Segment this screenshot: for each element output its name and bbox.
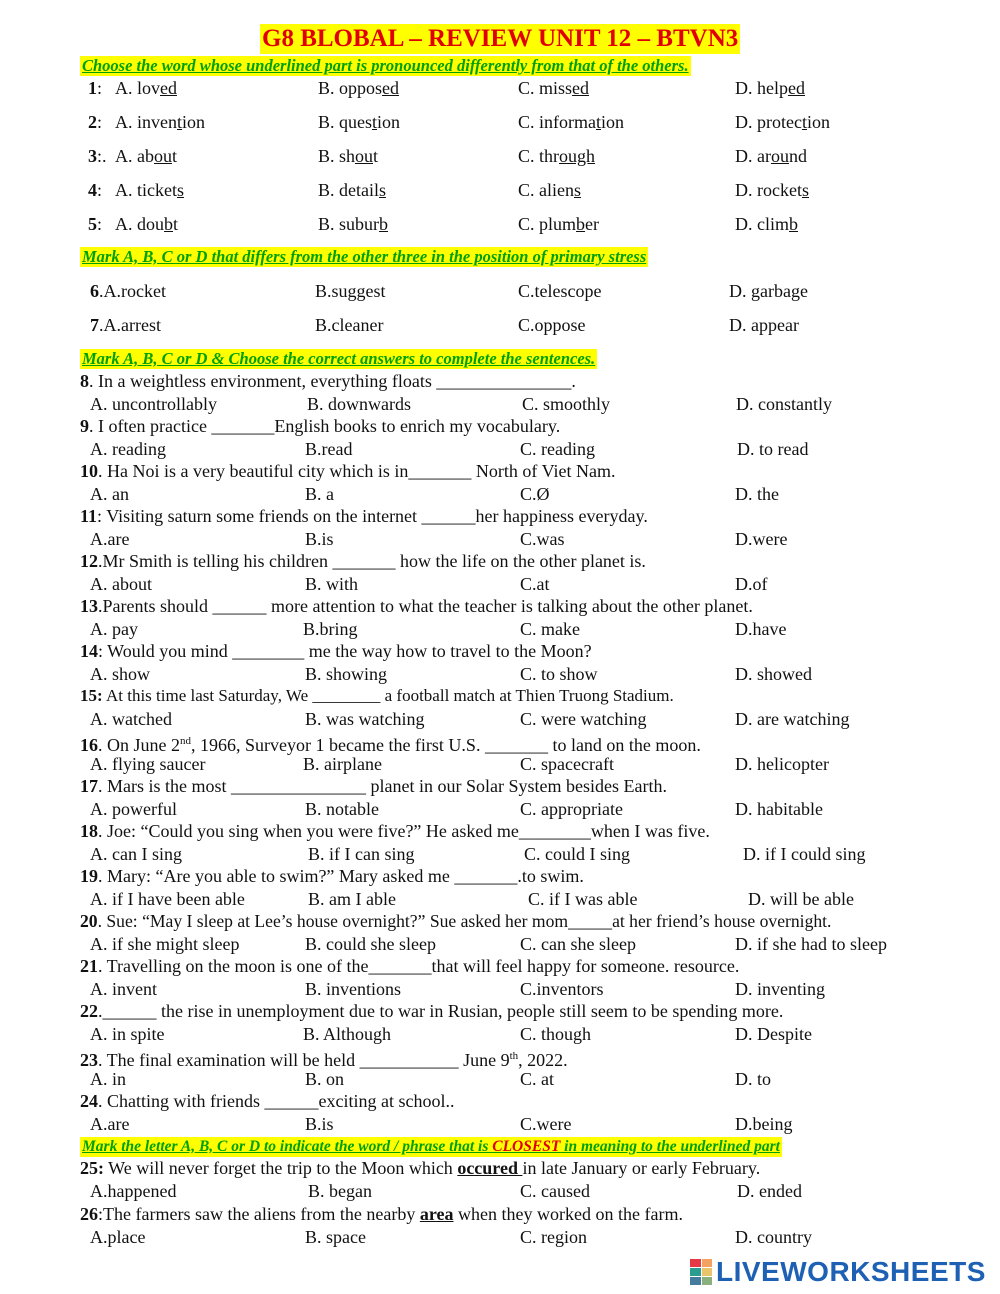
option-b[interactable]: B. downwards [307, 394, 411, 414]
option-a[interactable]: A.are [90, 529, 130, 549]
option-c[interactable]: C. could I sing [524, 844, 630, 864]
option-b[interactable]: B. airplane [303, 754, 382, 774]
option-b[interactable] [318, 145, 378, 167]
option-c[interactable]: C.were [520, 1114, 572, 1134]
underlined-part: s [379, 180, 387, 200]
answer-row [0, 708, 1000, 730]
option-d[interactable]: D. are watching [735, 709, 850, 729]
question-16 [80, 730, 701, 755]
option-c[interactable]: C.inventors [520, 979, 604, 999]
logo-square [702, 1268, 713, 1276]
option-b[interactable] [318, 111, 400, 133]
underlined-part: ou [355, 146, 374, 166]
question-20 [80, 910, 831, 932]
option-b[interactable]: B. space [305, 1227, 366, 1247]
question-row-1 [0, 77, 1000, 99]
question-number: 21 [80, 956, 98, 976]
option-b[interactable] [318, 213, 388, 235]
question-11 [80, 505, 648, 527]
question-21 [80, 955, 739, 977]
option-d[interactable] [735, 77, 805, 99]
option-d[interactable] [735, 213, 798, 235]
option-d[interactable]: D. the [735, 484, 779, 504]
option-c[interactable]: C.Ø [520, 484, 550, 504]
option-b[interactable]: B. notable [305, 799, 379, 819]
option-b[interactable]: B. could she sleep [305, 934, 436, 954]
option-a[interactable] [115, 77, 177, 99]
option-text: B. sh [318, 146, 356, 166]
question-13 [80, 595, 753, 617]
question-number: 18 [80, 821, 98, 841]
option-a[interactable]: A. uncontrollably [90, 394, 217, 414]
option-d[interactable]: D.of [735, 574, 768, 594]
option-d[interactable]: D. country [735, 1227, 812, 1247]
option-b[interactable]: B. a [305, 484, 334, 504]
question-number: 25: [80, 1158, 104, 1178]
option-c[interactable]: C. can she sleep [520, 934, 636, 954]
question-text: .Mr Smith is telling his children _______ how the life on the other planet is. [98, 551, 646, 571]
option-text: B. oppos [318, 78, 383, 98]
option-a[interactable]: A. if I have been able [90, 889, 245, 909]
answer-row [0, 933, 1000, 955]
answer-row [0, 888, 1000, 910]
option-b[interactable]: B.bring [303, 619, 358, 639]
option-text: C. thr [518, 146, 560, 166]
option-b[interactable]: B.read [305, 439, 353, 459]
option-b[interactable]: B. am I able [308, 889, 396, 909]
question-text-end: , 1966, Surveyor 1 became the first U.S. _______ to land on the moon. [191, 735, 701, 755]
question-number: 14 [80, 641, 98, 661]
option-d[interactable]: D. constantly [736, 394, 832, 414]
question-row-7 [0, 314, 1000, 336]
option-c[interactable]: C.was [520, 529, 565, 549]
option-text: C. plum [518, 214, 577, 234]
question-text: : Would you mind ________ me the way how to travel to the Moon? [98, 641, 592, 661]
option-text: B. subur [318, 214, 380, 234]
option-b[interactable]: B. began [308, 1181, 372, 1201]
option-d[interactable]: D. inventing [735, 979, 825, 999]
option-text: D. clim [735, 214, 789, 234]
question-number-value: 5 [88, 214, 97, 234]
question-number: 19 [80, 866, 98, 886]
question-number: 8 [80, 371, 89, 391]
option-d[interactable] [735, 111, 830, 133]
option-a[interactable] [115, 111, 205, 133]
underlined-part: s [574, 180, 582, 200]
question-9 [80, 415, 560, 437]
option-b[interactable]: B. with [305, 574, 359, 594]
section1-instruction: Choose the word whose underlined part is pronounced differently from that of the others. [82, 56, 689, 75]
question-number [88, 213, 102, 235]
answer-row [0, 618, 1000, 640]
option-b[interactable]: B. inventions [305, 979, 402, 999]
question-23 [80, 1045, 568, 1070]
option-d[interactable]: D. if she had to sleep [735, 934, 887, 954]
section2-instruction: Mark A, B, C or D that differs from the other three in the position of primary stress [82, 247, 647, 266]
question-number-value: 3 [88, 146, 97, 166]
question-text: . Sue: “May I sleep at Lee’s house overnight?” Sue asked her mom_____at her friend’s house overnight. [97, 911, 832, 931]
underlined-part: ed [160, 78, 177, 98]
underlined-part: t [177, 112, 183, 132]
option-text: D. protec [735, 112, 802, 132]
option-b[interactable]: B. if I can sing [308, 844, 415, 864]
option-d[interactable]: D.were [735, 529, 788, 549]
answer-row [0, 978, 1000, 1000]
option-d[interactable]: D. showed [735, 664, 812, 684]
question-text: . I often practice _______English books to enrich my vocabulary. [89, 416, 561, 436]
answer-row [0, 1023, 1000, 1045]
question-number: 11 [80, 506, 98, 526]
option-text: .A.arrest [99, 315, 161, 335]
liveworksheets-logo [690, 1256, 986, 1288]
option-text-end: ion [182, 112, 206, 132]
answer-row [0, 798, 1000, 820]
underlined-keyword: occured [457, 1158, 523, 1178]
question-number: 7 [90, 315, 99, 335]
option-d[interactable]: D. appear [729, 315, 799, 335]
question-12 [80, 550, 646, 572]
superscript: th [509, 1050, 519, 1062]
question-number: 23 [80, 1050, 98, 1070]
underlined-part: ed [382, 78, 400, 98]
option-text-end: nd [788, 146, 807, 166]
question-10 [80, 460, 616, 482]
question-separator: : [97, 180, 103, 200]
answer-row [0, 573, 1000, 595]
option-b[interactable] [318, 77, 399, 99]
question-number-value: 1 [88, 78, 97, 98]
option-text: B. ques [318, 112, 372, 132]
answer-row [0, 1068, 1000, 1090]
underlined-part: ed [572, 78, 590, 98]
question-8 [80, 370, 576, 392]
option-text-end: ion [601, 112, 625, 132]
option-text: D. ar [735, 146, 771, 166]
option-a[interactable] [90, 280, 166, 302]
question-15 [80, 685, 674, 707]
question-separator: : [97, 112, 103, 132]
underlined-part: ou [770, 146, 789, 166]
option-d[interactable]: D.being [735, 1114, 793, 1134]
underlined-part: t [372, 112, 378, 132]
question-separator: : [97, 214, 103, 234]
option-d[interactable] [735, 145, 807, 167]
logo-square [702, 1259, 713, 1267]
option-text: D. help [735, 78, 788, 98]
question-text-end: when they worked on the farm. [453, 1204, 683, 1224]
option-c[interactable] [518, 145, 595, 167]
option-c[interactable]: C. though [520, 1024, 592, 1044]
liveworksheets-logo-icon [690, 1259, 712, 1285]
question-text: . Joe: “Could you sing when you were five?” He asked me________when I was five. [98, 821, 710, 841]
question-number: 13 [80, 596, 98, 616]
option-c[interactable]: C. to show [520, 664, 598, 684]
option-c[interactable] [518, 111, 624, 133]
option-c[interactable]: C. reading [520, 439, 595, 459]
option-c[interactable]: C. region [520, 1227, 587, 1247]
question-number: 20 [80, 911, 98, 931]
underlined-part: b [379, 214, 389, 234]
answer-row [0, 663, 1000, 685]
option-text: C. informa [518, 112, 596, 132]
logo-square [690, 1277, 701, 1285]
answer-row [0, 1180, 1000, 1202]
answer-row [0, 528, 1000, 550]
question-text: . Mars is the most _______________ planet in our Solar System besides Earth. [98, 776, 667, 796]
option-c[interactable]: C. spacecraft [520, 754, 614, 774]
question-number: 16 [80, 735, 98, 755]
answer-row [0, 483, 1000, 505]
logo-square [702, 1277, 713, 1285]
underlined-keyword: area [419, 1204, 454, 1224]
option-b[interactable]: B.suggest [315, 281, 386, 301]
option-a[interactable]: A. reading [90, 439, 166, 459]
option-c[interactable]: C. caused [520, 1181, 590, 1201]
option-b[interactable]: B.cleaner [315, 315, 384, 335]
option-c[interactable]: C.telescope [518, 281, 602, 301]
option-text: A. inven [115, 112, 177, 132]
option-d[interactable]: D. if I could sing [743, 844, 866, 864]
question-number [88, 77, 102, 99]
question-number: 17 [80, 776, 98, 796]
underlined-part: t [801, 112, 807, 132]
logo-text: LIVEWORKSHEETS [716, 1256, 986, 1287]
option-d[interactable]: D. garbage [729, 281, 808, 301]
question-text: : Visiting saturn some friends on the internet ______her happiness everyday. [97, 506, 648, 526]
underlined-part: s [176, 180, 184, 200]
option-c[interactable]: C. were watching [520, 709, 647, 729]
option-c[interactable]: C.at [520, 574, 550, 594]
option-c[interactable]: C. make [520, 619, 580, 639]
question-number [88, 145, 107, 167]
question-number: 6 [90, 281, 99, 301]
option-c[interactable]: C. if I was able [528, 889, 638, 909]
option-a[interactable]: A. watched [90, 709, 172, 729]
option-d[interactable] [735, 179, 809, 201]
question-18 [80, 820, 710, 842]
option-text-end: t [373, 146, 379, 166]
option-d[interactable]: D. habitable [735, 799, 823, 819]
answer-row [0, 843, 1000, 865]
option-text: A. dou [115, 214, 164, 234]
option-text: A. ab [115, 146, 154, 166]
underlined-part: ou [154, 146, 172, 166]
underlined-part: ough [559, 146, 596, 166]
option-c[interactable]: C.oppose [518, 315, 586, 335]
option-text: C. miss [518, 78, 573, 98]
underlined-part: t [596, 112, 602, 132]
question-22 [80, 1000, 783, 1022]
option-text: B. detail [318, 180, 379, 200]
question-number: 9 [80, 416, 89, 436]
question-text: :The farmers saw the aliens from the nearby [98, 1204, 420, 1224]
option-b[interactable]: B.is [305, 529, 334, 549]
page-title: G8 BLOBAL – REVIEW UNIT 12 – BTVN3 [262, 25, 739, 52]
question-text-end: in late January or early February. [522, 1158, 761, 1178]
option-b[interactable]: B. was watching [305, 709, 425, 729]
question-text: . Chatting with friends ______exciting at school.. [98, 1091, 455, 1111]
question-number [88, 111, 102, 133]
option-d[interactable]: D.have [735, 619, 787, 639]
option-d[interactable]: D. helicopter [735, 754, 829, 774]
question-text: . The final examination will be held ___________ June 9 [98, 1050, 510, 1070]
question-text: . Mary: “Are you able to swim?” Mary asked me _______.to swim. [98, 866, 584, 886]
underlined-part: ed [788, 78, 805, 98]
question-number-value: 4 [88, 180, 97, 200]
option-a[interactable] [90, 314, 161, 336]
question-number-value: 2 [88, 112, 97, 132]
option-c[interactable]: C. at [520, 1069, 554, 1089]
option-c[interactable] [518, 213, 599, 235]
question-number: 22 [80, 1001, 98, 1021]
question-19 [80, 865, 584, 887]
option-text-end: ion [377, 112, 401, 132]
section3-instruction: Mark A, B, C or D & Choose the correct answers to complete the sentences. [82, 349, 596, 368]
question-text: We will never forget the trip to the Moon which [104, 1158, 458, 1178]
question-24 [80, 1090, 454, 1112]
question-text: .Parents should ______ more attention to what the teacher is talking about the other planet. [98, 596, 753, 616]
option-d[interactable]: D. ended [737, 1181, 802, 1201]
answer-row [0, 1113, 1000, 1135]
option-text: D. rocket [735, 180, 802, 200]
option-text: .A.rocket [99, 281, 166, 301]
question-text: At this time last Saturday, We ________ a football match at Thien Truong Stadium. [102, 686, 674, 705]
question-number: 15: [80, 686, 103, 705]
option-a[interactable]: A. about [90, 574, 152, 594]
question-text-end: , 2022. [518, 1050, 568, 1070]
option-text: A. ticket [115, 180, 177, 200]
option-b[interactable] [318, 179, 386, 201]
question-number: 24 [80, 1091, 98, 1111]
option-a[interactable]: A. powerful [90, 799, 177, 819]
logo-square [690, 1268, 701, 1276]
option-a[interactable] [115, 145, 177, 167]
option-d[interactable]: D. to [735, 1069, 771, 1089]
option-b[interactable]: B. showing [305, 664, 388, 684]
underlined-part: b [789, 214, 798, 234]
option-c[interactable] [518, 77, 589, 99]
option-a[interactable]: A.happened [90, 1181, 177, 1201]
option-d[interactable]: D. Despite [735, 1024, 812, 1044]
option-a[interactable]: A. show [90, 664, 151, 684]
option-a[interactable]: A. in spite [90, 1024, 165, 1044]
option-b[interactable]: B. Although [303, 1024, 392, 1044]
question-row-4 [0, 179, 1000, 201]
option-a[interactable]: A. if she might sleep [90, 934, 240, 954]
option-a[interactable]: A. pay [90, 619, 138, 639]
answer-row [0, 1226, 1000, 1248]
option-a[interactable]: A. invent [90, 979, 157, 999]
option-text-end: t [172, 146, 178, 166]
option-a[interactable]: A. can I sing [90, 844, 182, 864]
question-row-5 [0, 213, 1000, 235]
option-a[interactable]: A. flying saucer [90, 754, 206, 774]
question-text: . On June 2 [98, 735, 180, 755]
question-text: . In a weightless environment, everything floats _______________. [89, 371, 576, 391]
option-a[interactable]: A. an [90, 484, 129, 504]
option-a[interactable]: A.place [90, 1227, 146, 1247]
question-26 [80, 1203, 683, 1225]
option-c[interactable]: C. smoothly [522, 394, 611, 414]
question-14 [80, 640, 592, 662]
option-a[interactable] [115, 213, 178, 235]
option-text-end: ion [807, 112, 831, 132]
underlined-part: b [576, 214, 586, 234]
question-number [88, 179, 102, 201]
question-number: 12 [80, 551, 98, 571]
question-row-3 [0, 145, 1000, 167]
question-number: 26 [80, 1204, 98, 1224]
option-b[interactable]: B. on [305, 1069, 345, 1089]
option-d[interactable]: D. will be able [748, 889, 854, 909]
option-text-end: er [585, 214, 599, 234]
option-b[interactable]: B.is [305, 1114, 334, 1134]
question-separator: :. [97, 146, 107, 166]
question-17 [80, 775, 667, 797]
option-c[interactable] [518, 179, 581, 201]
question-row-6 [0, 280, 1000, 302]
option-text: C. alien [518, 180, 574, 200]
answer-row [0, 393, 1000, 415]
option-c[interactable]: C. appropriate [520, 799, 623, 819]
logo-square [690, 1259, 701, 1267]
question-text: .______ the rise in unemployment due to war in Rusian, people still seem to be spending more. [98, 1001, 784, 1021]
option-d[interactable]: D. to read [737, 439, 809, 459]
option-text: A. lov [115, 78, 160, 98]
question-text: . Travelling on the moon is one of the_______that will feel happy for someone. resource. [98, 956, 740, 976]
answer-row [0, 753, 1000, 775]
underlined-part: s [801, 180, 809, 200]
answer-row [0, 438, 1000, 460]
option-a[interactable] [115, 179, 184, 201]
question-25 [80, 1157, 760, 1179]
option-a[interactable]: A.are [90, 1114, 130, 1134]
superscript: nd [180, 735, 191, 747]
question-row-2 [0, 111, 1000, 133]
option-text-end: t [173, 214, 179, 234]
underlined-part: b [164, 214, 173, 234]
question-text: . Ha Noi is a very beautiful city which is in_______ North of Viet Nam. [98, 461, 616, 481]
section4-instruction: Mark the letter A, B, C or D to indicate the word / phrase that is CLOSEST in meaning to the underlined part [82, 1138, 780, 1155]
option-a[interactable]: A. in [90, 1069, 126, 1089]
question-separator: : [97, 78, 103, 98]
question-number: 10 [80, 461, 98, 481]
